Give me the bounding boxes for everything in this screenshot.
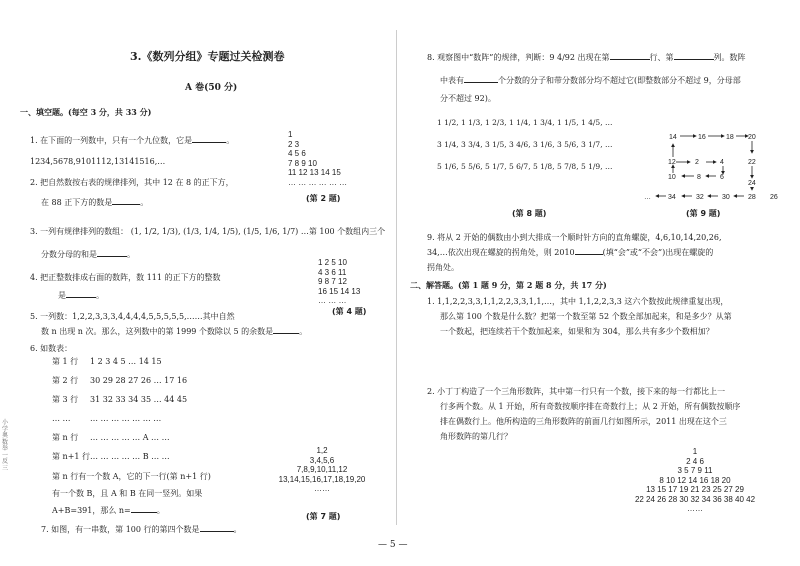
spiral-num: 32 [696,194,704,201]
q4-text: 4. 把正整数排成右面的数阵，数 111 的正下方的整数 [30,273,221,282]
p2-line-3: 排在偶数行上。他所构造的三角形数阵的前面几行如图所示，2011 出现在这个三 [440,417,727,426]
page-number: — 5 — [378,540,408,550]
q8-row: 3 1/4, 3 3/4, 3 1/5, 3 4/6, 3 1/6, 3 5/6, 3 1/7, … [437,140,613,149]
spiral-num: 2 [695,159,699,166]
part2-heading: 二、解答题。(第 1 题 9 分，第 2 题 8 分，共 17 分) [410,280,607,290]
p1-line-2: 那么第 100 个数是什么数？把第一个数至第 52 个数全部加起来，和是多少？从第 [440,312,732,321]
triangle-row: 22 24 26 28 30 32 34 36 38 40 42 [634,494,756,504]
q1-sequence: 1234,5678,9101112,13141516,… [30,157,166,166]
table-row: 第 n+1 行… … … … … B … … [52,452,170,461]
spiral-num: 4 [720,159,724,166]
q9-line-2: 34,…依次出现在螺旋的拐角处，则 2010 (填“会”或“不会”)出现在螺旋的 [427,248,714,257]
q6-table [52,356,187,470]
q9-line-1: 9. 将从 2 开始的偶数由小到大排成一个顺时针方向的直角螺旋，4,6,10,14,20,26, [427,233,722,242]
side-note: 小学奥数举一反三 [2,419,9,472]
column-divider [396,30,397,525]
spiral-num: 6 [720,174,724,181]
p2-line-4: 角形数阵的第几行？ [440,432,512,441]
page-title: 3.《数列分组》专题过关检测卷 [130,50,285,63]
q7-text: 7. 如图，有一串数，第 100 行的第四个数是 。 [41,525,242,534]
p1-line-3: 一个数起，把连续若干个数加起来，如果和为 304，那么共有多少个数相加？ [440,327,714,336]
q5-question: 数 n 出现 n 次。那么，这列数中的第 1999 个数除以 5 的余数是 。 [41,327,308,336]
q4-question: 是 。 [58,291,104,300]
spiral-num: 14 [669,134,677,141]
spiral-num: … [644,194,651,201]
q6-line-2: 有一个数 B，且 A 和 B 在同一竖列。如果 [52,489,203,498]
spiral-num: 12 [668,159,676,166]
q3-group-3: (1/5, 1/6, 1/7) [243,227,299,236]
triangle-row: 2 4 6 [686,456,704,466]
p2-line-1: 2. 小丁丁构造了一个三角形数阵，其中第一行只有一个数，接下来的每一行都比上一 [427,387,726,396]
q2-caption: (第 2 题) [306,194,341,203]
triangle-row: 13 15 17 19 21 23 25 27 29 [646,485,744,494]
q7-table: 1,2 3,4,5,6 7,8,9,10,11,12 13,14,15,16,17,18,19,20 …… [278,446,366,493]
q2-question: 在 88 正下方的数是 。 [41,198,149,207]
q8-line-2: 中表有 个分数的分子和带分数部分均不超过它(即整数部分不超过 9，分母部 [440,76,741,85]
p1-line-1: 1. 1,1,2,2,3,3,1,1,2,2,3,3,1,1,…，其中 1,1,2,2,3,3 这六个数按此规律重复出现， [427,297,729,306]
spiral-num: 34 [668,194,676,201]
q6-line-1: 第 n 行有一个数 A，它的下一行(第 n+1 行) [52,472,211,481]
q3-question: 分数分母的和是 。 [41,250,135,259]
triangle-row: …… [687,504,703,513]
table-row: 第 n 行 … … … … … A … … [52,433,170,442]
table-row: 第 1 行 1 2 3 4 5 … 14 15 [52,357,162,366]
q4-caption: (第 4 题) [332,307,367,316]
part1-heading: 一、填空题。(每空 3 分，共 33 分) [20,107,152,117]
spiral-num: 10 [668,174,676,181]
q7-caption: (第 7 题) [306,512,341,521]
q8-line-1: 8. 观察图中“数阵”的规律，判断：9 4/92 出现在第 行、第 列。数阵 [427,53,746,62]
spiral-num: 24 [748,180,756,187]
spiral-num: 18 [726,134,734,141]
table-row: 第 2 行 30 29 28 27 26 … 17 16 [52,376,188,385]
q9-caption: (第 9 题) [686,209,721,218]
q5-text: 5. 一列数：1,2,2,3,3,3,4,4,4,4,5,5,5,5,5,……其中自然 [30,312,235,321]
q3-group-2: (1/3, 1/4, 1/5) [183,227,239,236]
p2-line-2: 行多两个数。从 1 开始，所有奇数按顺序排在奇数行上；从 2 开始，所有偶数按顺序 [440,402,741,411]
triangle-row: 8 10 12 14 16 18 20 [659,475,731,485]
table-row: 第 3 行 31 32 33 34 35 … 44 45 [52,395,188,404]
q8-row: 1 1/2, 1 1/3, 1 2/3, 1 1/4, 1 3/4, 1 1/5, 1 4/5, … [437,118,613,127]
spiral-num: 8 [697,174,701,181]
triangle-row: 3 5 7 9 11 [677,466,713,475]
q8-line-3: 分不超过 92)。 [440,94,496,103]
q3-text: 3. 一列有规律排列的数组： (1, 1/2, 1/3), (1/3, 1/4, 1/5), (1/5, 1/6, 1/7) …第 100 个数组内三个 [30,227,386,236]
spiral-num: 28 [748,194,756,201]
q8-caption: (第 8 题) [512,209,547,218]
q8-array [437,112,612,178]
spiral-num: 30 [722,194,730,201]
spiral-num: 26 [770,194,778,201]
spiral-num: 20 [748,134,756,141]
section-a-heading: A 卷(50 分) [185,83,238,93]
q6-text: 6. 如数表： [30,344,73,353]
spiral-num: 22 [748,159,756,166]
q3-group-1: (1, 1/2, 1/3) [130,227,178,236]
q4-table: 1 2 5 10 4 3 6 11 9 8 7 12 16 15 14 13 … … … [318,258,361,305]
q8-row: 5 1/6, 5 5/6, 5 1/7, 5 6/7, 5 1/8, 5 7/8, 5 1/9, … [437,162,613,171]
spiral-num: 16 [698,134,706,141]
q9-line-3: 拐角处。 [427,263,459,272]
q6-line-3: A+B=391，那么 n= 。 [52,506,165,515]
q1-text: 1. 在下面的一列数中，只有一个九位数，它是 。 [30,136,235,145]
q2-text: 2. 把自然数按右表的规律排列，其中 12 在 8 的正下方， [30,178,234,187]
q2-table: 1 2 3 4 5 6 7 8 9 10 11 12 13 14 15 … … … … … … [288,130,348,187]
spiral-arrows [656,136,752,196]
table-row: … … … … … … … … … [52,414,162,423]
q9-spiral [640,124,790,206]
triangle-row: 1 [692,447,698,456]
p2-triangle [600,447,790,514]
